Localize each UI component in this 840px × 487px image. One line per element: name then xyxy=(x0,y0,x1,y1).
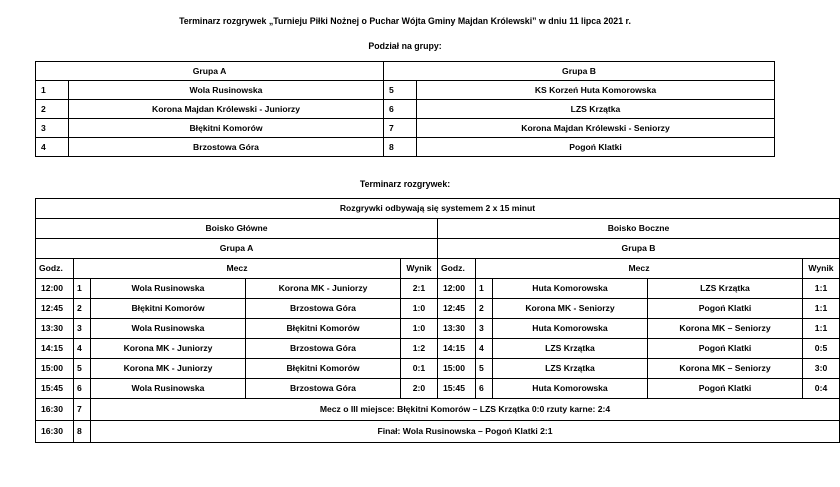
team-number: 6 xyxy=(384,100,417,119)
match-home-team: Korona MK - Juniorzy xyxy=(91,339,246,359)
final-text: Finał: Wola Rusinowska – Pogoń Klatki 2:1 xyxy=(91,421,840,443)
match-home-team: Wola Rusinowska xyxy=(91,319,246,339)
match-number: 4 xyxy=(74,339,91,359)
match-row xyxy=(36,379,840,399)
match-result: 1:0 xyxy=(401,299,438,319)
team-name: Korona Majdan Królewski - Seniorzy xyxy=(417,119,775,138)
match-home-team: Korona MK - Seniorzy xyxy=(493,299,648,319)
match-away-team: Pogoń Klatki xyxy=(648,299,803,319)
match-result: 1:1 xyxy=(803,319,840,339)
col-time-main: Godz. xyxy=(36,259,74,279)
match-away-team: Błękitni Komorów xyxy=(246,359,401,379)
match-number: 4 xyxy=(476,339,493,359)
match-time: 15:00 xyxy=(438,359,476,379)
team-number: 3 xyxy=(36,119,69,138)
third-place-text: Mecz o III miejsce: Błękitni Komorów – LZS Krzątka 0:0 rzuty karne: 2:4 xyxy=(91,399,840,421)
match-number: 6 xyxy=(74,379,91,399)
final-row xyxy=(36,421,840,443)
match-number: 6 xyxy=(476,379,493,399)
schedule-table xyxy=(35,198,840,443)
match-time: 12:45 xyxy=(438,299,476,319)
match-time: 14:15 xyxy=(438,339,476,359)
team-name: KS Korzeń Huta Komorowska xyxy=(417,81,775,100)
group-team-row xyxy=(36,100,775,119)
team-number: 1 xyxy=(36,81,69,100)
match-away-team: Błękitni Komorów xyxy=(246,319,401,339)
col-match-side: Mecz xyxy=(476,259,803,279)
match-time: 12:00 xyxy=(438,279,476,299)
schedule-group-row xyxy=(36,239,840,259)
team-name: Wola Rusinowska xyxy=(69,81,384,100)
third-place-row xyxy=(36,399,840,421)
document-title: Terminarz rozgrywek „Turnieju Piłki Nożnej o Puchar Wójta Gminy Majdan Królewski” w dniu 11 lipca 2021 r. xyxy=(179,16,631,26)
match-away-team: Korona MK – Seniorzy xyxy=(648,319,803,339)
match-result: 2:0 xyxy=(401,379,438,399)
match-time: 12:45 xyxy=(36,299,74,319)
group-b-label: Grupa B xyxy=(384,62,775,81)
match-number: 7 xyxy=(74,399,91,421)
match-number: 8 xyxy=(74,421,91,443)
field-main-label: Boisko Główne xyxy=(36,219,438,239)
match-result: 2:1 xyxy=(401,279,438,299)
match-away-team: Brzostowa Góra xyxy=(246,299,401,319)
match-number: 1 xyxy=(476,279,493,299)
field-side-label: Boisko Boczne xyxy=(438,219,840,239)
match-number: 2 xyxy=(476,299,493,319)
match-number: 2 xyxy=(74,299,91,319)
team-number: 7 xyxy=(384,119,417,138)
match-time: 12:00 xyxy=(36,279,74,299)
match-row xyxy=(36,319,840,339)
match-away-team: LZS Krzątka xyxy=(648,279,803,299)
match-away-team: Brzostowa Góra xyxy=(246,379,401,399)
group-team-row xyxy=(36,119,775,138)
match-home-team: Korona MK - Juniorzy xyxy=(91,359,246,379)
match-result: 1:0 xyxy=(401,319,438,339)
team-number: 4 xyxy=(36,138,69,157)
match-home-team: Wola Rusinowska xyxy=(91,379,246,399)
match-time: 15:45 xyxy=(438,379,476,399)
match-result: 3:0 xyxy=(803,359,840,379)
match-row xyxy=(36,299,840,319)
system-note-row xyxy=(36,199,840,219)
match-time: 13:30 xyxy=(36,319,74,339)
match-home-team: Huta Komorowska xyxy=(493,379,648,399)
team-number: 2 xyxy=(36,100,69,119)
match-number: 5 xyxy=(74,359,91,379)
schedule-heading: Terminarz rozgrywek: xyxy=(359,179,451,189)
group-team-row xyxy=(36,138,775,157)
team-number: 5 xyxy=(384,81,417,100)
team-name: Brzostowa Góra xyxy=(69,138,384,157)
match-home-team: Błękitni Komorów xyxy=(91,299,246,319)
schedule-group-b-label: Grupa B xyxy=(438,239,840,259)
schedule-group-a-label: Grupa A xyxy=(36,239,438,259)
match-home-team: Huta Komorowska xyxy=(493,279,648,299)
col-match-main: Mecz xyxy=(74,259,401,279)
match-result: 0:1 xyxy=(401,359,438,379)
col-result-main: Wynik xyxy=(401,259,438,279)
group-a-label: Grupa A xyxy=(36,62,384,81)
groups-header-row xyxy=(36,62,775,81)
match-number: 1 xyxy=(74,279,91,299)
match-number: 3 xyxy=(476,319,493,339)
team-name: Pogoń Klatki xyxy=(417,138,775,157)
match-result: 0:4 xyxy=(803,379,840,399)
team-name: Korona Majdan Królewski - Juniorzy xyxy=(69,100,384,119)
match-result: 1:1 xyxy=(803,279,840,299)
match-home-team: Wola Rusinowska xyxy=(91,279,246,299)
field-row xyxy=(36,219,840,239)
match-time: 16:30 xyxy=(36,421,74,443)
match-time: 16:30 xyxy=(36,399,74,421)
system-note: Rozgrywki odbywają się systemem 2 x 15 minut xyxy=(36,199,840,219)
match-home-team: Huta Komorowska xyxy=(493,319,648,339)
groups-table xyxy=(35,61,775,157)
match-row xyxy=(36,359,840,379)
match-away-team: Korona MK – Seniorzy xyxy=(648,359,803,379)
match-away-team: Pogoń Klatki xyxy=(648,339,803,359)
team-name: Błękitni Komorów xyxy=(69,119,384,138)
match-away-team: Korona MK - Juniorzy xyxy=(246,279,401,299)
groups-heading: Podział na grupy: xyxy=(368,41,442,51)
match-time: 14:15 xyxy=(36,339,74,359)
match-result: 1:1 xyxy=(803,299,840,319)
match-number: 5 xyxy=(476,359,493,379)
match-result: 1:2 xyxy=(401,339,438,359)
match-number: 3 xyxy=(74,319,91,339)
column-header-row xyxy=(36,259,840,279)
match-home-team: LZS Krzątka xyxy=(493,359,648,379)
team-name: LZS Krzątka xyxy=(417,100,775,119)
col-time-side: Godz. xyxy=(438,259,476,279)
match-time: 15:45 xyxy=(36,379,74,399)
match-away-team: Pogoń Klatki xyxy=(648,379,803,399)
match-result: 0:5 xyxy=(803,339,840,359)
match-row xyxy=(36,339,840,359)
group-team-row xyxy=(36,81,775,100)
team-number: 8 xyxy=(384,138,417,157)
col-result-side: Wynik xyxy=(803,259,840,279)
match-home-team: LZS Krzątka xyxy=(493,339,648,359)
match-time: 15:00 xyxy=(36,359,74,379)
match-row xyxy=(36,279,840,299)
match-away-team: Brzostowa Góra xyxy=(246,339,401,359)
match-time: 13:30 xyxy=(438,319,476,339)
